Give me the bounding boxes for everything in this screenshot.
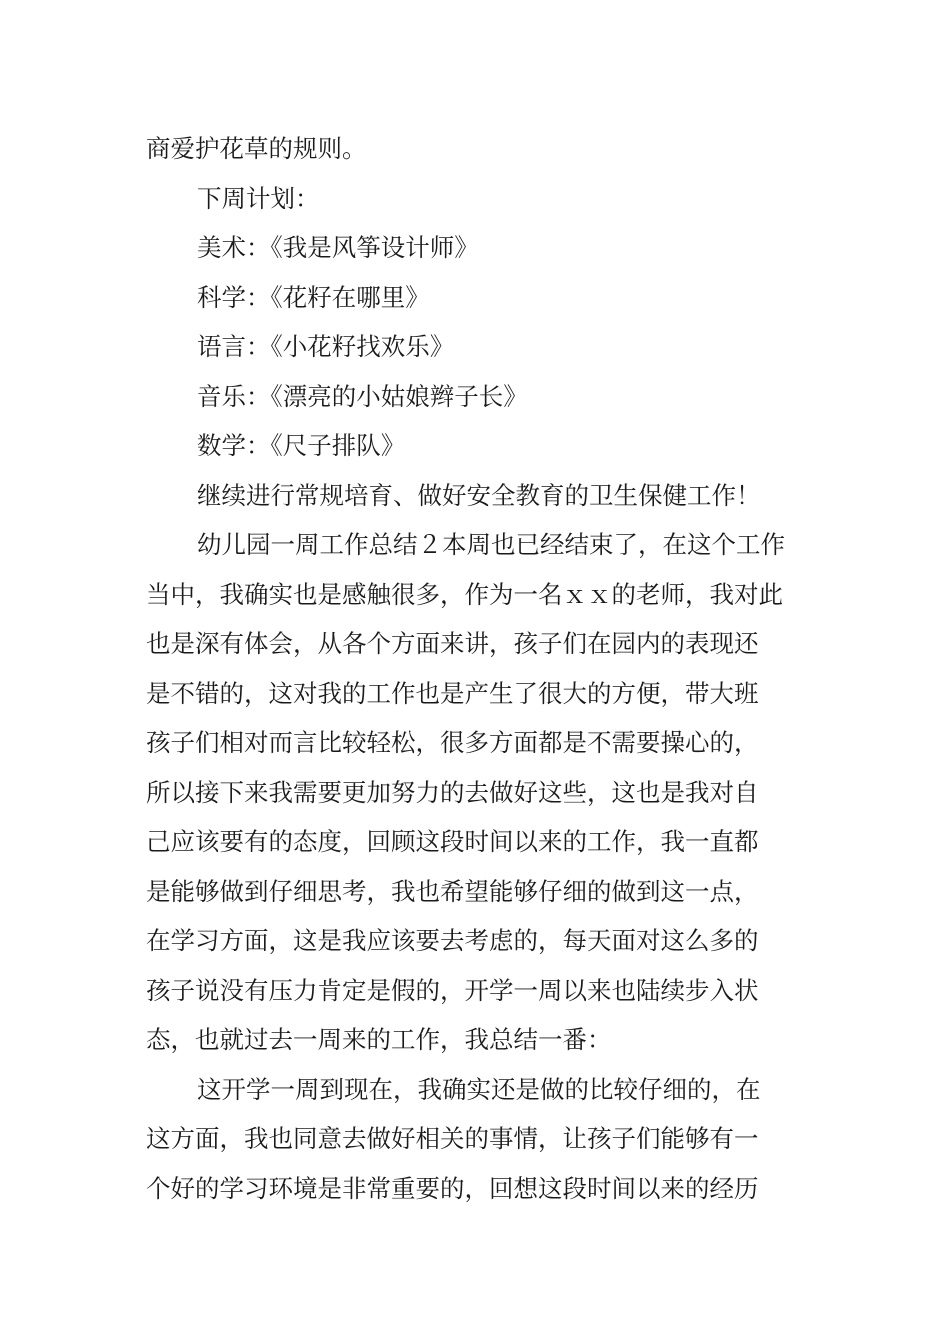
body-text-line: 这开学一周到现在，我确实还是做的比较仔细的，在 xyxy=(197,1074,761,1104)
body-text-line: 孩子说没有压力肯定是假的，开学一周以来也陆续步入状 xyxy=(146,975,759,1005)
body-text-line: 是不错的，这对我的工作也是产生了很大的方便，带大班 xyxy=(146,678,759,708)
body-text-line: 孩子们相对而言比较轻松，很多方面都是不需要操心的， xyxy=(146,728,759,757)
body-text-line: 幼儿园一周工作总结２本周也已经结束了，在这个工作 xyxy=(197,530,785,559)
body-text-line: 也是深有体会，从各个方面来讲，孩子们在园内的表现还 xyxy=(146,629,759,658)
paragraph-continuation-line: 商爱护花草的规则。 xyxy=(146,134,367,163)
body-text-line: 态，也就过去一周来的工作，我总结一番： xyxy=(146,1025,612,1054)
body-text-line: 个好的学习环境是非常重要的，回想这段时间以来的经历 xyxy=(146,1173,759,1203)
plan-item-science: 科学：《花籽在哪里》 xyxy=(197,282,430,312)
plan-summary-line: 继续进行常规培育、做好安全教育的卫生保健工作！ xyxy=(197,480,761,510)
plan-item-language: 语言：《小花籽找欢乐》 xyxy=(197,332,455,361)
plan-item-math: 数学：《尺子排队》 xyxy=(197,431,406,460)
body-text-line: 是能够做到仔细思考，我也希望能够仔细的做到这一点， xyxy=(146,876,759,906)
document-body xyxy=(146,124,814,1213)
plan-item-art: 美术：《我是风筝设计师》 xyxy=(197,233,479,262)
body-text-line: 在学习方面，这是我应该要去考虑的，每天面对这么多的 xyxy=(146,926,759,955)
body-text-line: 当中，我确实也是感触很多，作为一名ｘｘ的老师，我对此 xyxy=(146,579,783,609)
body-text-line: 这方面，我也同意去做好相关的事情，让孩子们能够有一 xyxy=(146,1124,759,1153)
body-text-line: 所以接下来我需要更加努力的去做好这些，这也是我对自 xyxy=(146,777,759,807)
next-week-plan-heading: 下周计划： xyxy=(197,183,320,213)
plan-item-music: 音乐：《漂亮的小姑娘辫子长》 xyxy=(197,381,528,411)
body-text-line: 己应该要有的态度，回顾这段时间以来的工作，我一直都 xyxy=(146,827,759,856)
